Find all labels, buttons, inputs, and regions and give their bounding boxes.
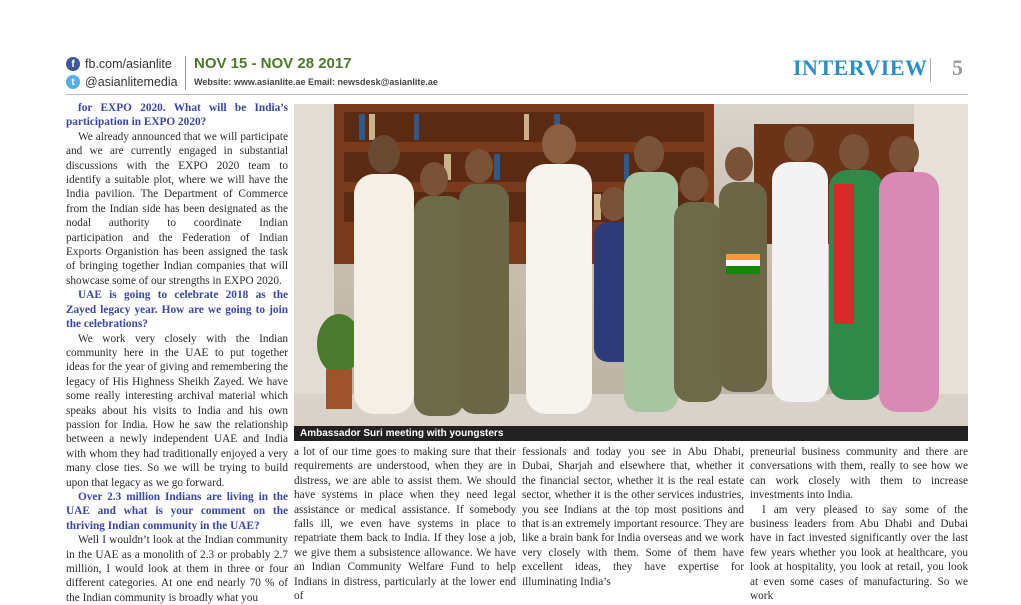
article-paragraph: fessionals and today you see in Abu Dhabi, Dubai, Sharjah and elsewhere that, whether it the financial sector, whether it is the real estate sector, whether it is the other services industries, you see Indians at the top most positions and that is an extremely important resource. They are like a brain bank for India overseas and we work very closely with them. Some of them have excellent ideas, they have expertise for illuminating India’s <box>522 446 744 588</box>
article-paragraph: We already announced that we will participate and we are currently engaged in substantial discussions with the EXPO 2020 team to identify a suitable plot, where we will have the India pavilion. The Department of Commerce from the Indian side has been designated as the nodal authority to coordinate Indian participation and the Federation of Indian Exports Organistion has been assigned the task of bringing together Indian companies that will showcase some of our strengths in EXPO 2020. <box>66 130 288 287</box>
article-column-1 <box>66 101 288 605</box>
section-divider <box>930 58 931 82</box>
article-paragraph: Well I wouldn’t look at the Indian community in the UAE as a monolith of 2.3 or probably 2.7 million, I would look at them in three or four different categories. At one end nearly 70 % of the Indian community is broadly what you <box>66 534 288 604</box>
header-divider <box>185 56 186 90</box>
facebook-handle: fb.com/asianlite <box>85 57 172 71</box>
facebook-link[interactable] <box>66 55 178 73</box>
twitter-handle: @asianlitemedia <box>85 75 178 89</box>
contact-line: Website: www.asianlite.ae Email: newsdesk@asianlite.ae <box>194 77 438 87</box>
article-paragraph: I am very pleased to say some of the business leaders from Abu Dhabi and Dubai have in fact invested significantly over the last few years whether you look at healthcare, you look at hospitality, you look at retail, you look at even some cases of manufacturing. So we work <box>750 503 968 603</box>
group-photo-image <box>294 104 968 426</box>
article-paragraph: We work very closely with the Indian community here in the UAE to put together ideas for the year of giving and remembering the legacy of His Highness Sheikh Zayed. We have some really interesting archival material which speaks about his visits to India and his own passion for India. How he saw the relationship between a newly independent UAE and India with whom they had traditionally enjoyed a very many close ties. So we will be trying to build upon that legacy as we go forward. <box>66 332 288 489</box>
interview-question: Over 2.3 million Indians are living in the UAE and what is your comment on the thriving Indian community in the UAE? <box>66 490 288 532</box>
interview-question: UAE is going to celebrate 2018 as the Zayed legacy year. How are we going to join the celebrations? <box>66 289 288 331</box>
facebook-icon: f <box>66 57 80 71</box>
twitter-link[interactable] <box>66 73 178 91</box>
page-header <box>0 0 1021 100</box>
twitter-icon: t <box>66 75 80 89</box>
article-column-3 <box>522 445 744 589</box>
article-paragraph: preneurial business community and there are conversations with them, really to see how we can work closely with them to increase investments into India. <box>750 446 968 502</box>
article-paragraph: a lot of our time goes to making sure that their requirements are understood, when they are in distress, we are able to assist them. We should have systems in place when they need legal assistance or medical assistance. If somebody falls ill, we even have systems in place to repatriate them back to India. If they lose a job, we give them a subsistence allowance. We have an Indian Community Welfare Fund to help Indians in distress, particularly at the lower end of <box>294 446 516 603</box>
section-title: INTERVIEW <box>793 55 928 80</box>
photo-caption: Ambassador Suri meeting with youngsters <box>294 426 968 441</box>
page-number: 5 <box>952 55 963 80</box>
interview-question: for EXPO 2020. What will be India’s participation in EXPO 2020? <box>66 102 288 129</box>
social-links <box>66 55 178 91</box>
article-photo <box>294 104 968 426</box>
issue-dates: NOV 15 - NOV 28 2017 <box>194 55 352 72</box>
header-rule <box>66 94 968 95</box>
